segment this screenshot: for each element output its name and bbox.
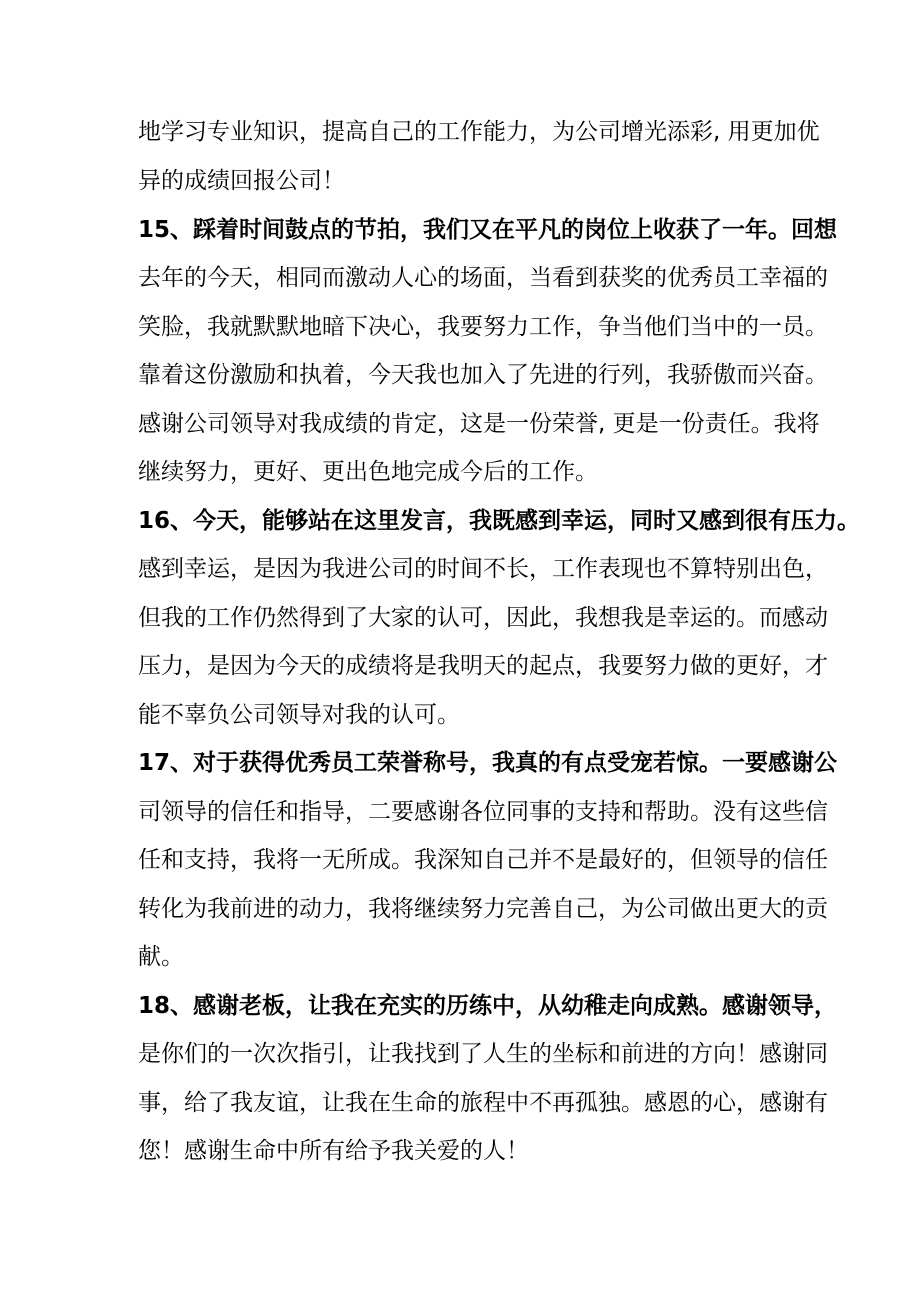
text-line: 事，给了我友谊，让我在生命的旅程中不再孤独。感恩的心，感谢有 (138, 1090, 828, 1116)
text-line: 靠着这份激励和执着，今天我也加入了先进的行列，我骄傲而兴奋。 (138, 362, 828, 388)
text-line: 献。 (138, 944, 184, 970)
text-line: 感谢公司领导对我成绩的肯定，这是一份荣誉, 更是一份责任。我将 (138, 411, 820, 437)
text-line: 地学习专业知识，提高自己的工作能力，为公司增光添彩, 用更加优 (138, 119, 820, 145)
text-line: 笑脸，我就默默地暗下决心，我要努力工作，争当他们当中的一员。 (138, 314, 828, 340)
text-line: 但我的工作仍然得到了大家的认可，因此，我想我是幸运的。而感动 (138, 605, 828, 631)
text-line: 压力，是因为今天的成绩将是我明天的起点，我要努力做的更好，才 (138, 653, 828, 679)
text-line: 异的成绩回报公司！ (138, 168, 345, 194)
text-line: 继续努力，更好、更出色地完成今后的工作。 (138, 459, 598, 485)
text-line: 任和支持，我将一无所成。我深知自己并不是最好的，但领导的信任 (138, 847, 828, 873)
text-line: 是你们的一次次指引，让我找到了人生的坐标和前进的方向！感谢同 (138, 1041, 828, 1067)
text-line: 去年的今天，相同而激动人心的场面，当看到获奖的优秀员工幸福的 (138, 265, 828, 291)
text-line: 能不辜负公司领导对我的认可。 (138, 702, 460, 728)
text-line: 18、感谢老板，让我在充实的历练中，从幼稚走向成熟。感谢领导， (138, 993, 838, 1019)
text-line: 16、今天，能够站在这里发言，我既感到幸运，同时又感到很有压力。 (138, 508, 861, 534)
text-line: 司领导的信任和指导，二要感谢各位同事的支持和帮助。没有这些信 (138, 799, 828, 825)
text-line: 感到幸运，是因为我进公司的时间不长，工作表现也不算特别出色， (138, 556, 828, 582)
text-line: 15、踩着时间鼓点的节拍，我们又在平凡的岗位上收获了一年。回想 (138, 217, 838, 243)
text-line: 17、对于获得优秀员工荣誉称号，我真的有点受宠若惊。一要感谢公 (138, 750, 838, 776)
text-line: 转化为我前进的动力，我将继续努力完善自己，为公司做出更大的贡 (138, 896, 828, 922)
text-line: 您！感谢生命中所有给予我关爱的人！ (138, 1138, 529, 1164)
